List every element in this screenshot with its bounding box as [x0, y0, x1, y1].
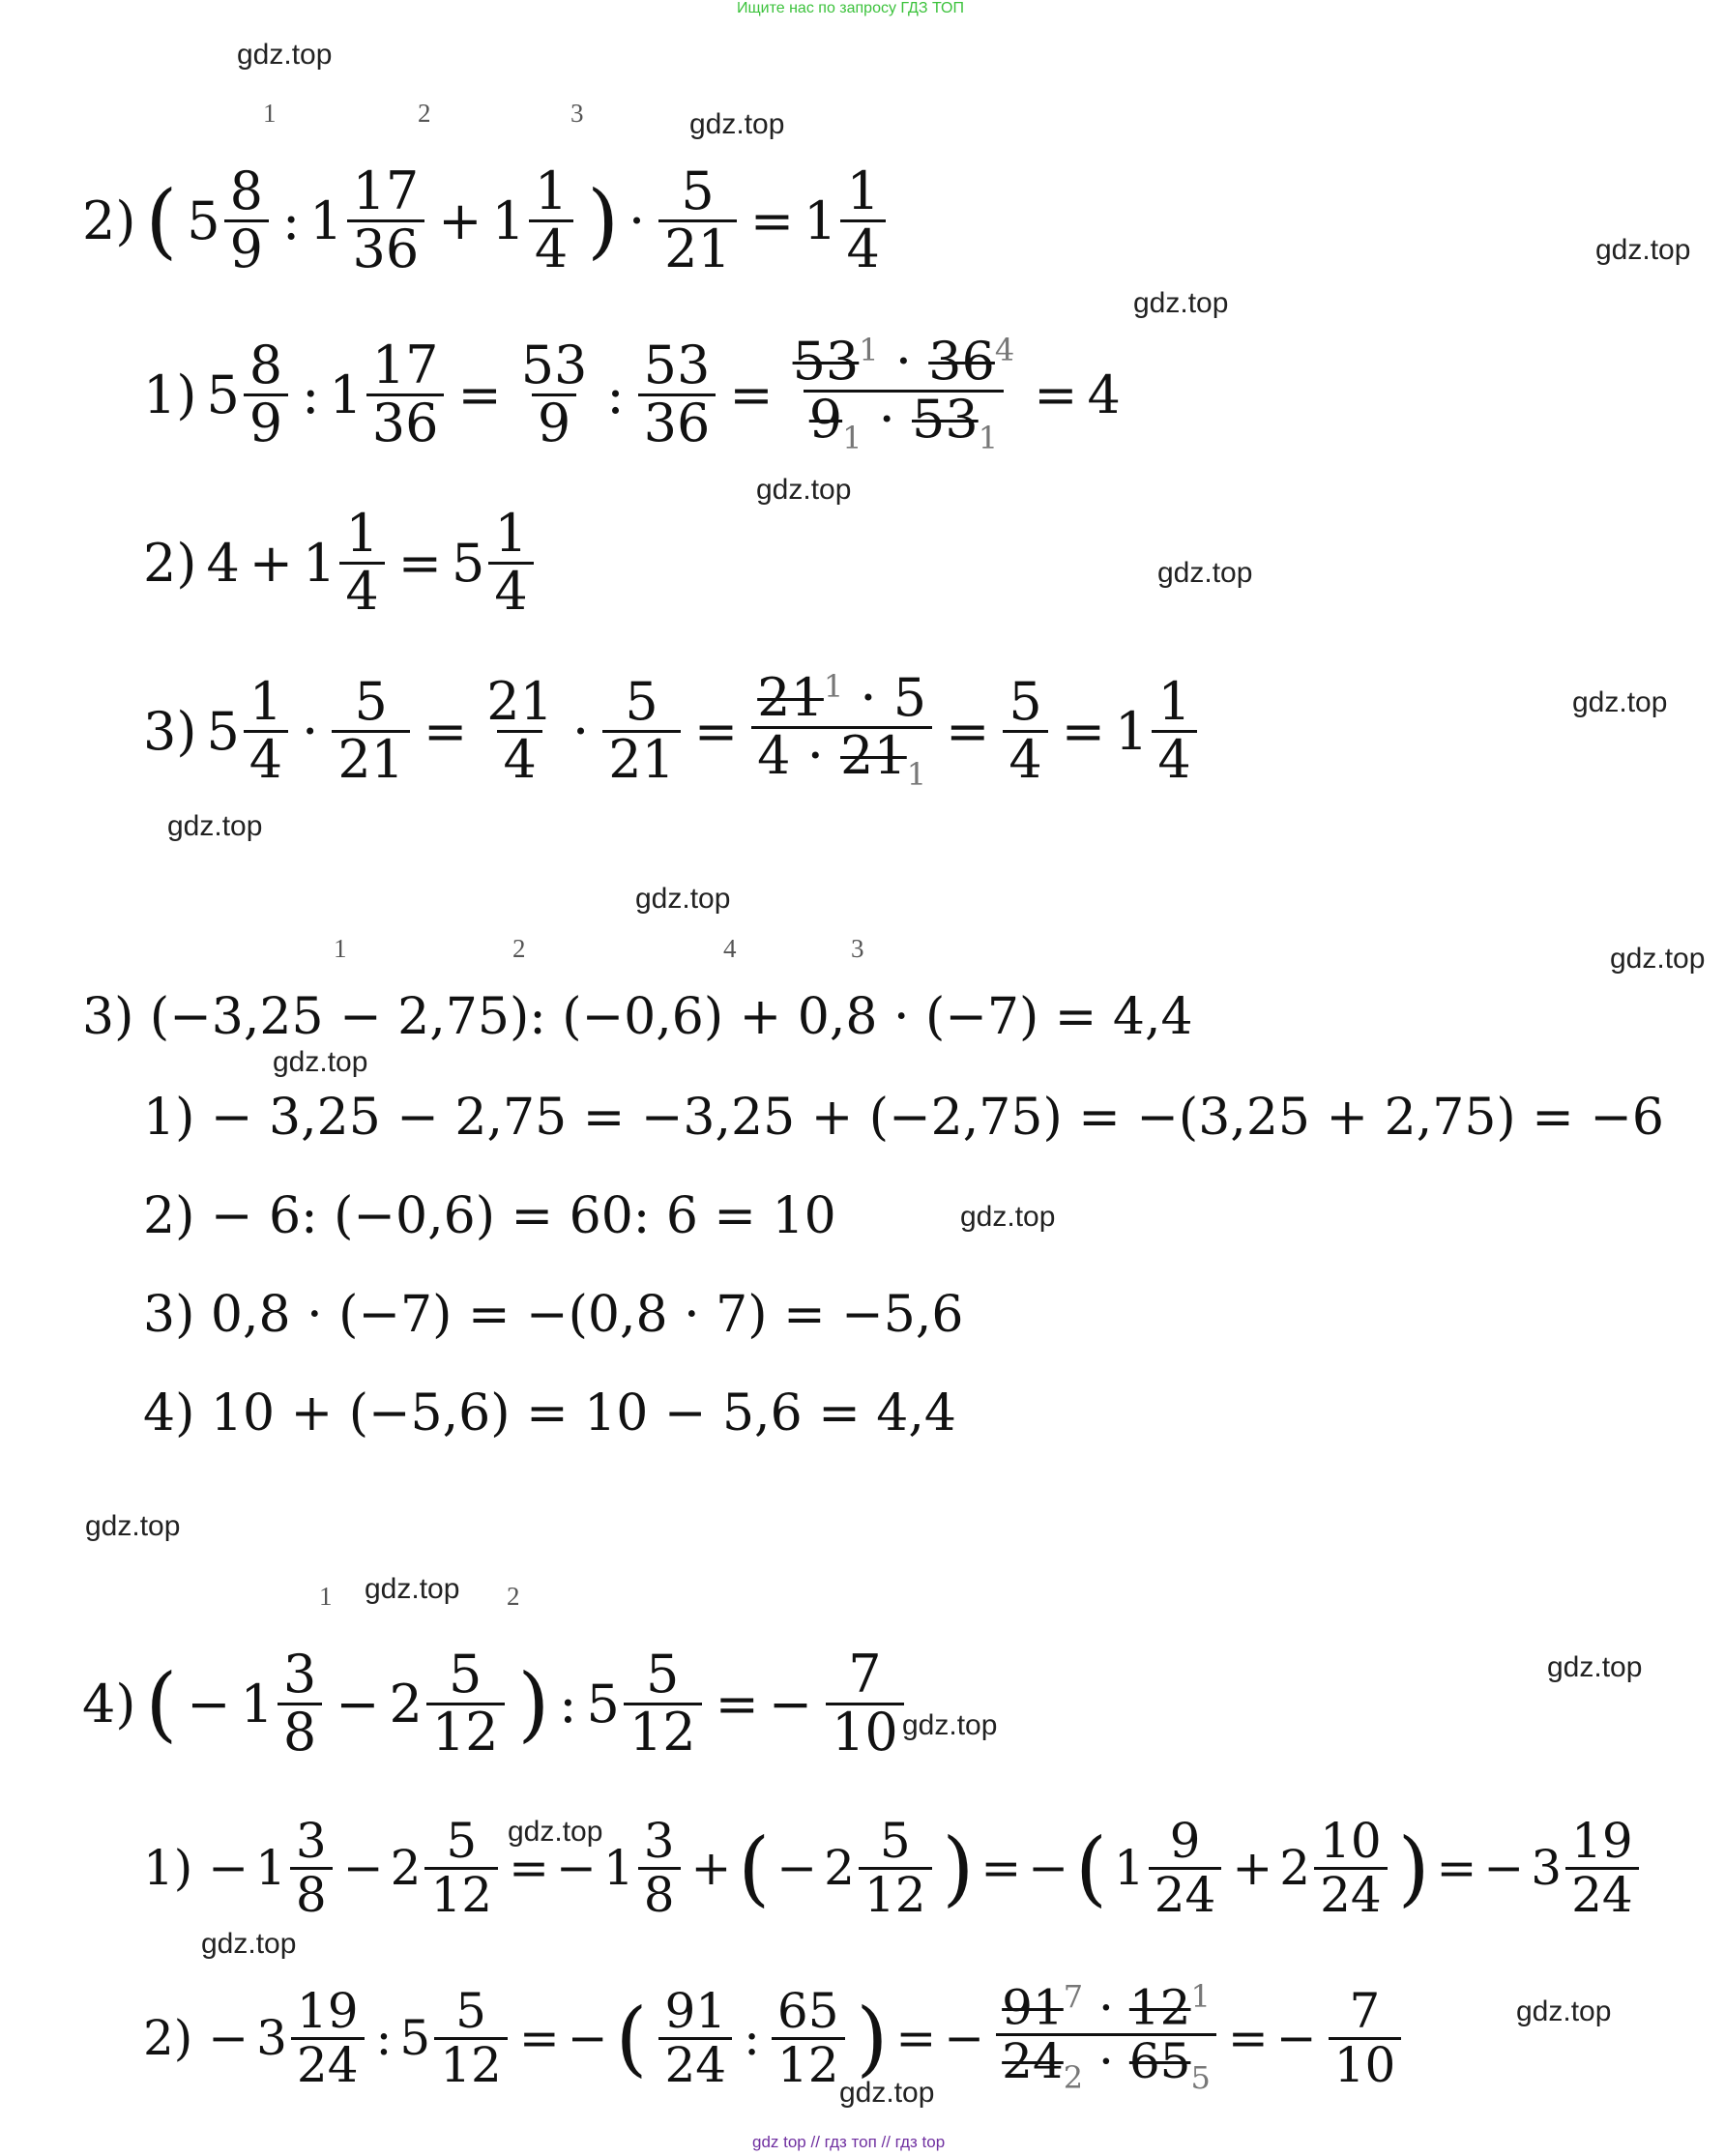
- order-mark: 1: [263, 99, 277, 128]
- order-mark: 2: [512, 934, 526, 963]
- watermark: gdz.top: [167, 810, 263, 842]
- watermark: gdz.top: [1516, 1996, 1612, 2027]
- watermark: gdz.top: [508, 1816, 603, 1848]
- watermark: gdz.top: [1610, 943, 1706, 975]
- cancellation-fraction: $\frac{21^1 \cdot 5}{4 \cdot 21_1}$: [751, 671, 932, 791]
- order-mark: 3: [570, 99, 584, 128]
- operator: =: [749, 189, 795, 251]
- order-mark: 3: [851, 934, 864, 963]
- footer-text: gdz top // гдз топ // гдз top: [752, 2133, 946, 2151]
- problem2-step2: 2) 4 + 1 $\frac{1}{4}$ = 5 $\frac{1}{4}$: [143, 495, 538, 630]
- watermark: gdz.top: [689, 108, 785, 140]
- watermark: gdz.top: [273, 1046, 368, 1078]
- paren: ): [587, 173, 619, 268]
- operator: ·: [628, 189, 646, 251]
- cancellation-fraction: $\frac{53^1 \cdot 36^4}{9_1 \cdot 53_1}$: [792, 330, 1015, 456]
- mixed-number: 5 $\frac{8}{9}$: [187, 164, 273, 277]
- step-label: 1): [143, 364, 197, 425]
- problem2-step3: 3) 5 $\frac{1}{4}$ · $\frac{5}{21}$ = $\frac{21}{4}$ · $\frac{5}{21}$ = $\frac{21^1 \cdot 5}{4 \cdot 21_1}$ = $\frac{5}{4}$ = 1 $\frac{1}{4}$: [143, 663, 1201, 799]
- paren: (: [145, 173, 178, 268]
- problem-label: 2): [82, 189, 136, 251]
- problem3-step4: 4) 10 + (−5,6) = 10 − 5,6 = 4,4: [143, 1384, 956, 1442]
- problem4-step2: 2) − 3 $\frac{19}{24}$ : 5 $\frac{5}{12}$ = − ( $\frac{91}{24}$ : $\frac{65}{12}$ ) = − $\frac{91^7 \cdot 12^1}{24_2 \cdot 65_5}$ = − $\frac{7}{10}$: [143, 1970, 1405, 2106]
- watermark: gdz.top: [756, 474, 852, 506]
- order-mark: 4: [723, 934, 737, 963]
- operator: +: [438, 189, 482, 251]
- problem4-step1: 1) − 1 $\frac{3}{8}$ − 2 $\frac{5}{12}$ = − 1 $\frac{3}{8}$ + ( − 2 $\frac{5}{12}$ ) = − ( 1 $\frac{9}{24}$ + 2 $\frac{10}{24}$ ) = − 3 $\frac{19}{24}$: [143, 1800, 1643, 1936]
- mixed-number: 1 $\frac{17}{36}$: [309, 164, 428, 277]
- operator: :: [281, 189, 301, 251]
- watermark: gdz.top: [1157, 557, 1253, 589]
- problem3-step2: 2) − 6: (−0,6) = 60: 6 = 10: [143, 1187, 836, 1245]
- watermark: gdz.top: [902, 1709, 998, 1741]
- watermark: gdz.top: [960, 1201, 1056, 1233]
- problem2-step1: 1) 5 $\frac{8}{9}$ : 1 $\frac{17}{36}$ = $\frac{53}{9}$ : $\frac{53}{36}$ = $\frac{53^1 \cdot 36^4}{9_1 \cdot 53_1}$ = 4: [143, 330, 1121, 456]
- mixed-number: 1 $\frac{1}{4}$: [804, 164, 890, 277]
- step-label: 1) −: [143, 1840, 249, 1896]
- problem-label: 4): [82, 1673, 136, 1734]
- watermark: gdz.top: [635, 883, 731, 915]
- watermark: gdz.top: [1572, 686, 1668, 718]
- problem3-main-expression: 3) (−3,25 − 2,75): (−0,6) + 0,8 · (−7) = 4,4: [82, 988, 1193, 1046]
- step-label: 2): [143, 532, 197, 594]
- mixed-number: 1 $\frac{1}{4}$: [491, 164, 577, 277]
- problem3-step3: 3) 0,8 · (−7) = −(0,8 · 7) = −5,6: [143, 1286, 964, 1344]
- problem3-step1: 1) − 3,25 − 2,75 = −3,25 + (−2,75) = −(3,25 + 2,75) = −6: [143, 1089, 1664, 1147]
- cancellation-fraction: $\frac{91^7 \cdot 12^1}{24_2 \cdot 65_5}$: [996, 1981, 1216, 2095]
- step-label: 3): [143, 700, 197, 762]
- watermark: gdz.top: [85, 1510, 181, 1542]
- order-mark: 1: [334, 934, 347, 963]
- watermark: gdz.top: [365, 1573, 460, 1605]
- problem4-main-expression: 4) ( − 1 $\frac{3}{8}$ − 2 $\frac{5}{12}$ ) : 5 $\frac{5}{12}$ = − $\frac{7}{10}$: [82, 1636, 908, 1771]
- watermark: gdz.top: [201, 1928, 297, 1960]
- order-mark: 1: [319, 1582, 333, 1611]
- watermark: gdz.top: [1595, 234, 1691, 266]
- watermark: gdz.top: [1547, 1651, 1643, 1683]
- watermark: gdz.top: [237, 39, 333, 71]
- problem2-main-expression: [82, 153, 890, 288]
- step-label: 2) −: [143, 2010, 249, 2066]
- fraction: $\frac{5}{21}$: [658, 164, 737, 277]
- top-banner: Ищите нас по запросу ГДЗ ТОП: [737, 0, 964, 16]
- order-mark: 2: [507, 1582, 520, 1611]
- order-mark: 2: [418, 99, 431, 128]
- watermark: gdz.top: [839, 2077, 935, 2109]
- watermark: gdz.top: [1133, 287, 1229, 319]
